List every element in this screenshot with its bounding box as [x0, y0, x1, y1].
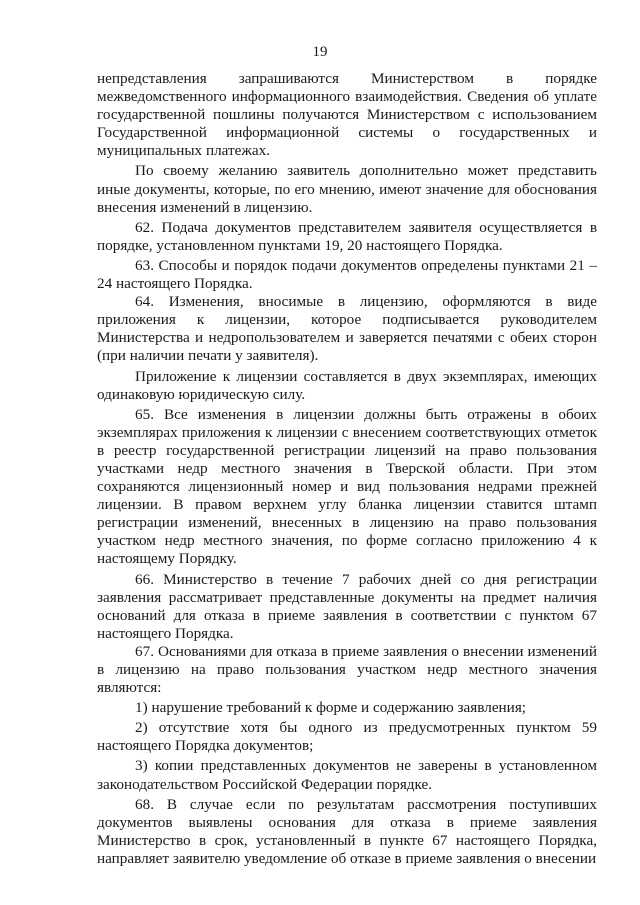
paragraph-66: 66. Министерство в течение 7 рабочих дней со дня регистрации заявления рассматривает представленные документы на предмет наличия оснований для отказа в приеме заявления в соответствии с пунктом 67 настоящего Порядка. [97, 570, 597, 642]
paragraph-62: 62. Подача документов представителем заявителя осуществляется в порядке, установленном пунктами 19, 20 настоящего Порядка. [97, 218, 597, 254]
paragraph-additional-documents: По своему желанию заявитель дополнительно может представить иные документы, которые, по его мнению, имеют значение для обоснования внесения изменений в лицензию. [97, 162, 597, 216]
list-item-1: 1) нарушение требований к форме и содержанию заявления; [135, 699, 527, 717]
paragraph-67: 67. Основаниями для отказа в приеме заявления о внесении изменений в лицензию на право пользования участком недр местного значения являются: [97, 642, 597, 697]
paragraph-63: 63. Способы и порядок подачи документов определены пунктами 21 – 24 настоящего Порядка. [97, 256, 597, 293]
document-body [97, 70, 597, 868]
list-item-3: 3) копии представленных документов не заверены в установленном законодательством Российской Федерации порядке. [97, 757, 597, 793]
page-number: 19 [312, 44, 328, 60]
paragraph-64: 64. Изменения, вносимые в лицензию, оформляются в виде приложения к лицензии, которое подписывается руководителем Министерства и недропользователем и заверяется печатями с обеих сторон (при наличии печати у заявителя). [97, 293, 597, 365]
list-item-2: 2) отсутствие хотя бы одного из предусмотренных пунктом 59 настоящего Порядка документов; [97, 719, 597, 755]
paragraph-65: 65. Все изменения в лицензии должны быть отражены в обоих экземплярах приложения к лицензии с внесением соответствующих отметок в реестр государственной регистрации лицензий на право пользования участками недр местного значения в Тверской области. При этом сохраняются лицензионный номер и вид пользования недрами прежней лицензии. В правом верхнем углу бланка лицензии ставится штамп регистрации изменений, внесенных в лицензию на право пользования участком недр местного значения, по форме согласно приложению 4 к настоящему Порядку. [97, 405, 597, 568]
paragraph-appendix-copies: Приложение к лицензии составляется в двух экземплярах, имеющих одинаковую юридическую силу. [97, 367, 597, 403]
paragraph-continuation: непредставления запрашиваются Министерством в порядке межведомственного информационного взаимодействия. Сведения об уплате государственной пошлины получаются Министерством с использованием Государственной информационной системы о государственных и муниципальных платежах. [97, 70, 597, 160]
paragraph-68: 68. В случае если по результатам рассмотрения поступивших документов выявлены основания для отказа в приеме заявления Министерство в срок, установленный в пункте 67 настоящего Порядка, направляет заявителю уведомление об отказе в приеме заявления о внесении [97, 795, 597, 867]
